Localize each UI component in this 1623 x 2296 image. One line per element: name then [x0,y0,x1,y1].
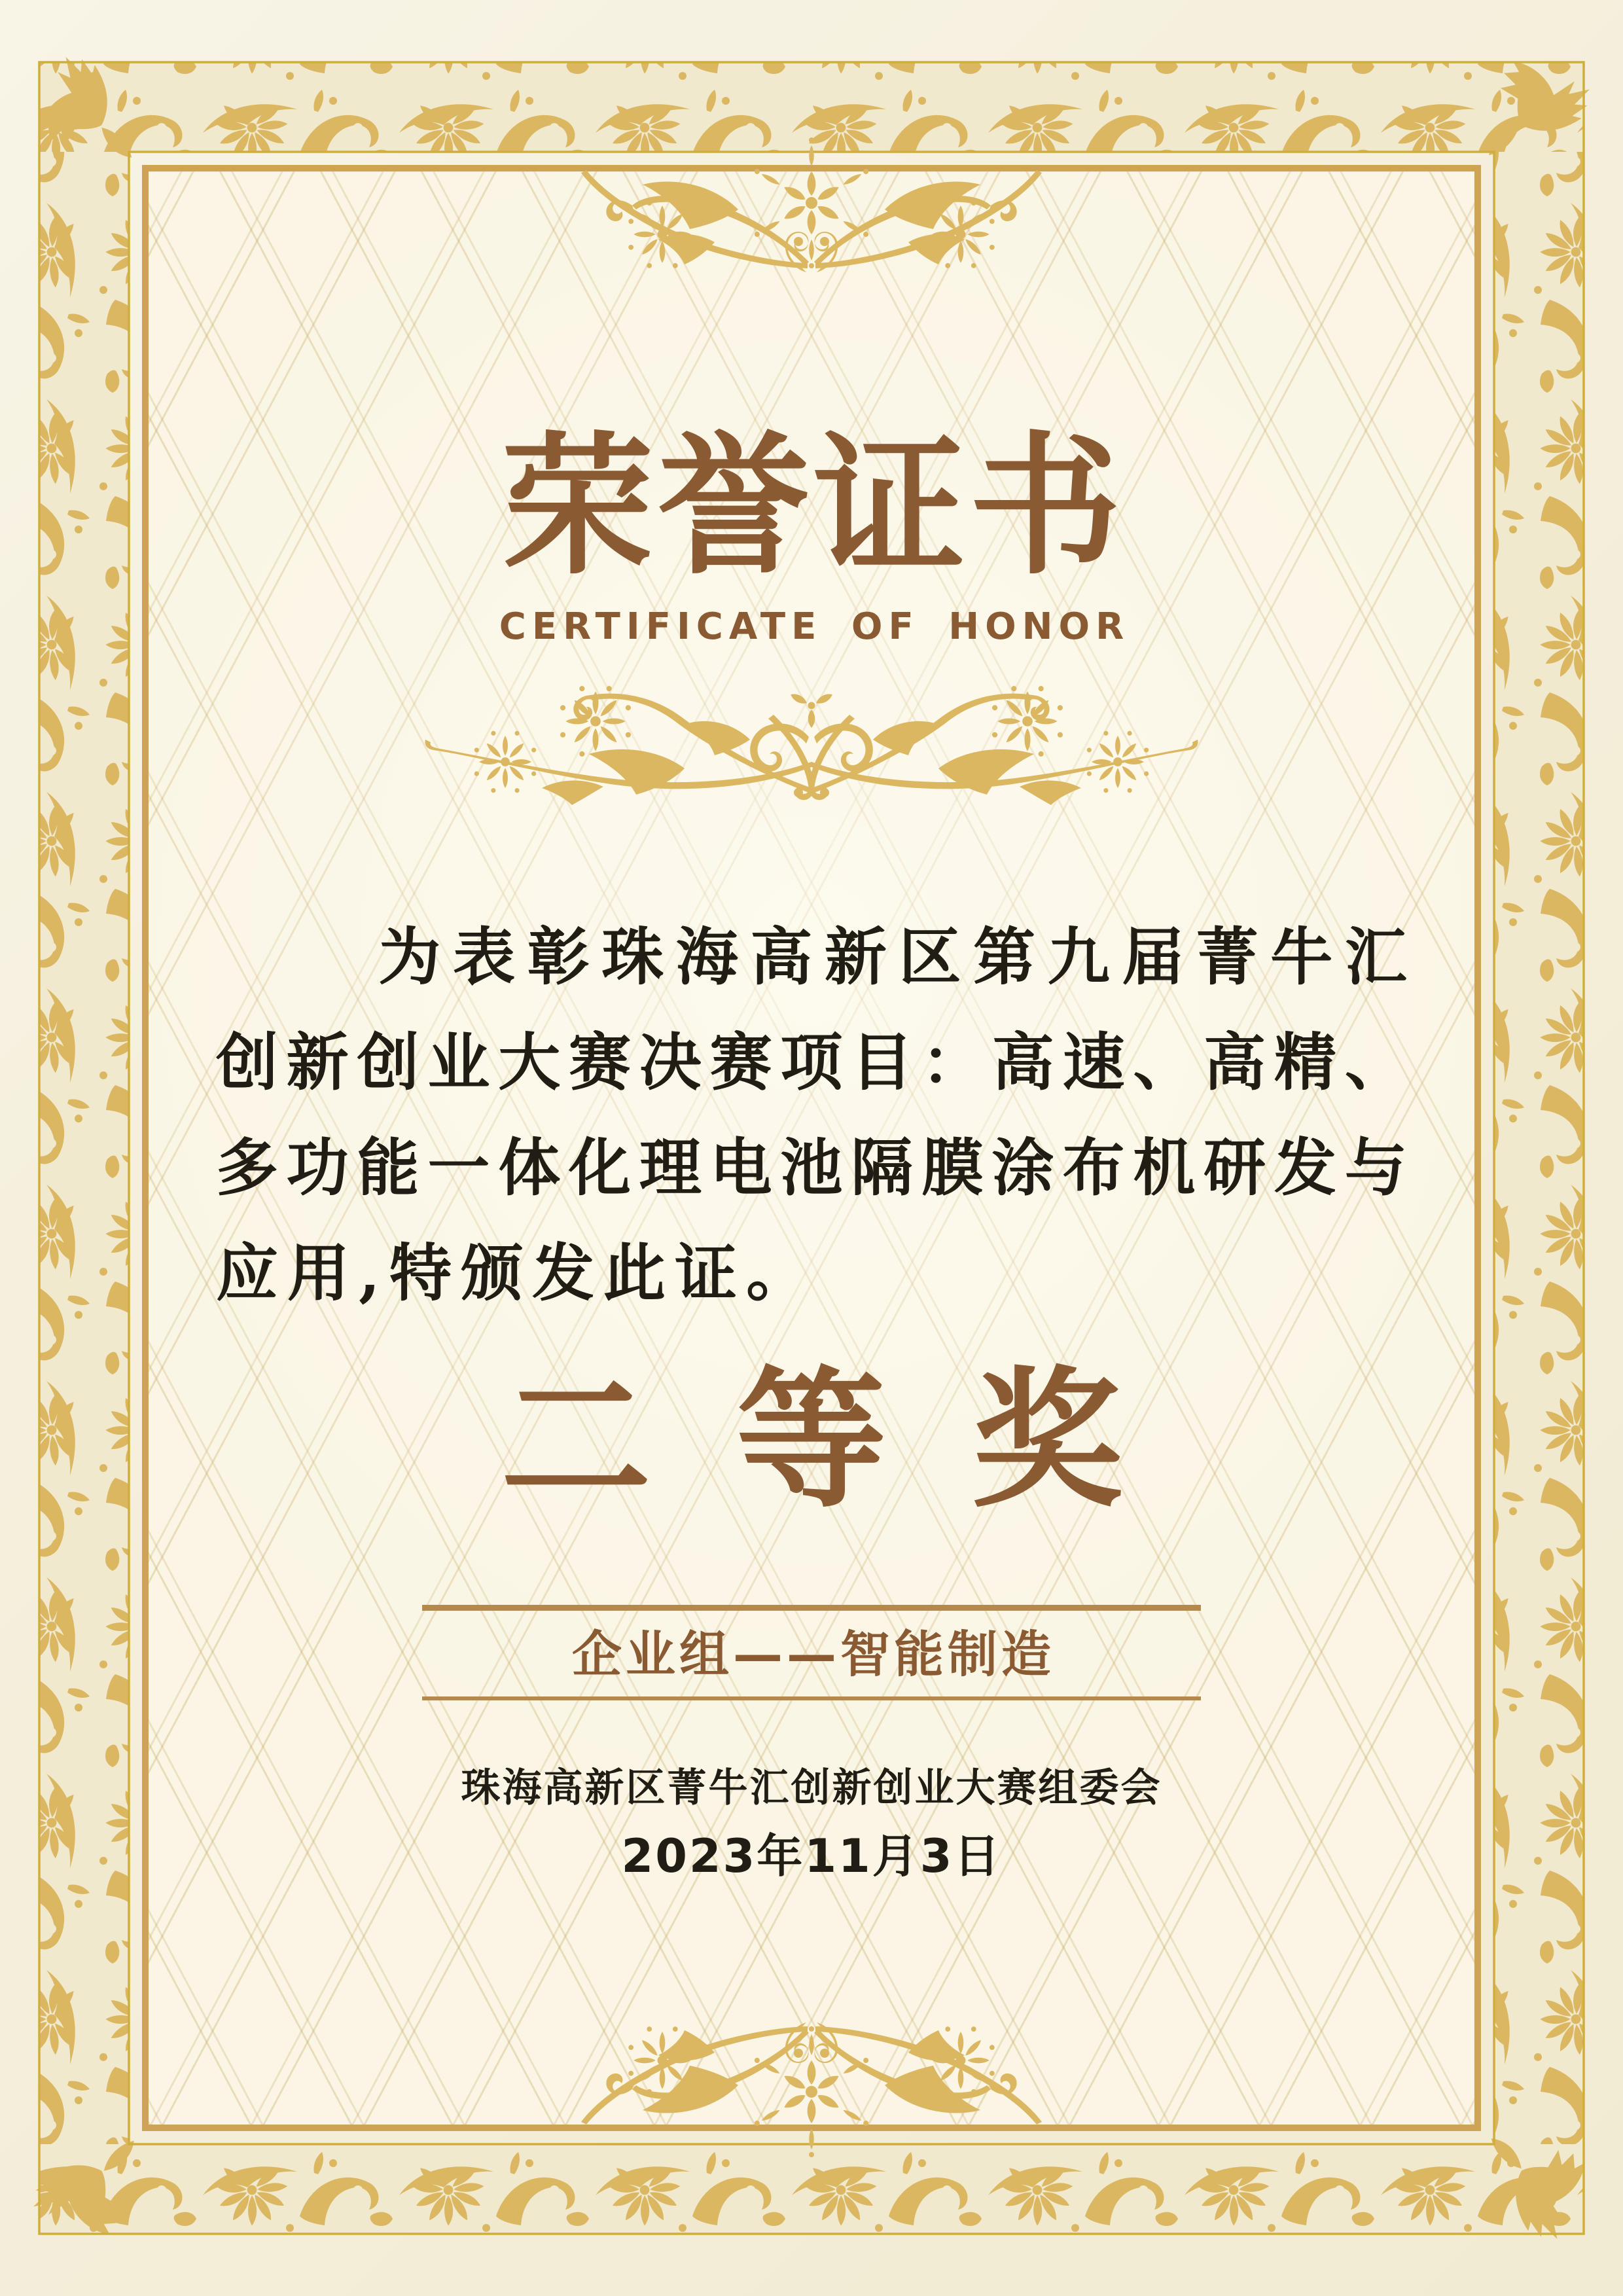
award-category: 企业组——智能制造 [572,1625,1055,1683]
body-line: 创 新 创 业 大 赛 决 赛 项 目 ： 高 速 、 高 精 、 [216,1026,1407,1099]
category-divider-top [422,1605,1201,1611]
floral-ornament-top [581,137,1042,272]
certificate-title: 荣誉证书 [501,416,1125,595]
body-line: 多 功 能 一 体 化 理 电 池 隔 膜 涂 布 机 研 发 与 [216,1132,1407,1204]
certificate-subtitle-en: CERTIFICATE OF HONOR [499,605,1130,648]
body-line: 应用,特颁发此证。 [216,1237,818,1310]
floral-divider [425,684,1198,805]
body-paragraph [216,905,1407,1326]
category-divider-bottom [422,1696,1201,1700]
floral-ornament-bottom [581,2022,1042,2157]
award-name: 二等奖 [501,1352,1207,1528]
issuer-name: 珠海高新区菁牛汇创新创业大赛组委会 [461,1765,1162,1811]
body-line: 为 表 彰 珠 海 高 新 区 第 九 届 菁 牛 汇 [378,921,1407,994]
issue-date: 2023年11月3日 [621,1829,1002,1883]
